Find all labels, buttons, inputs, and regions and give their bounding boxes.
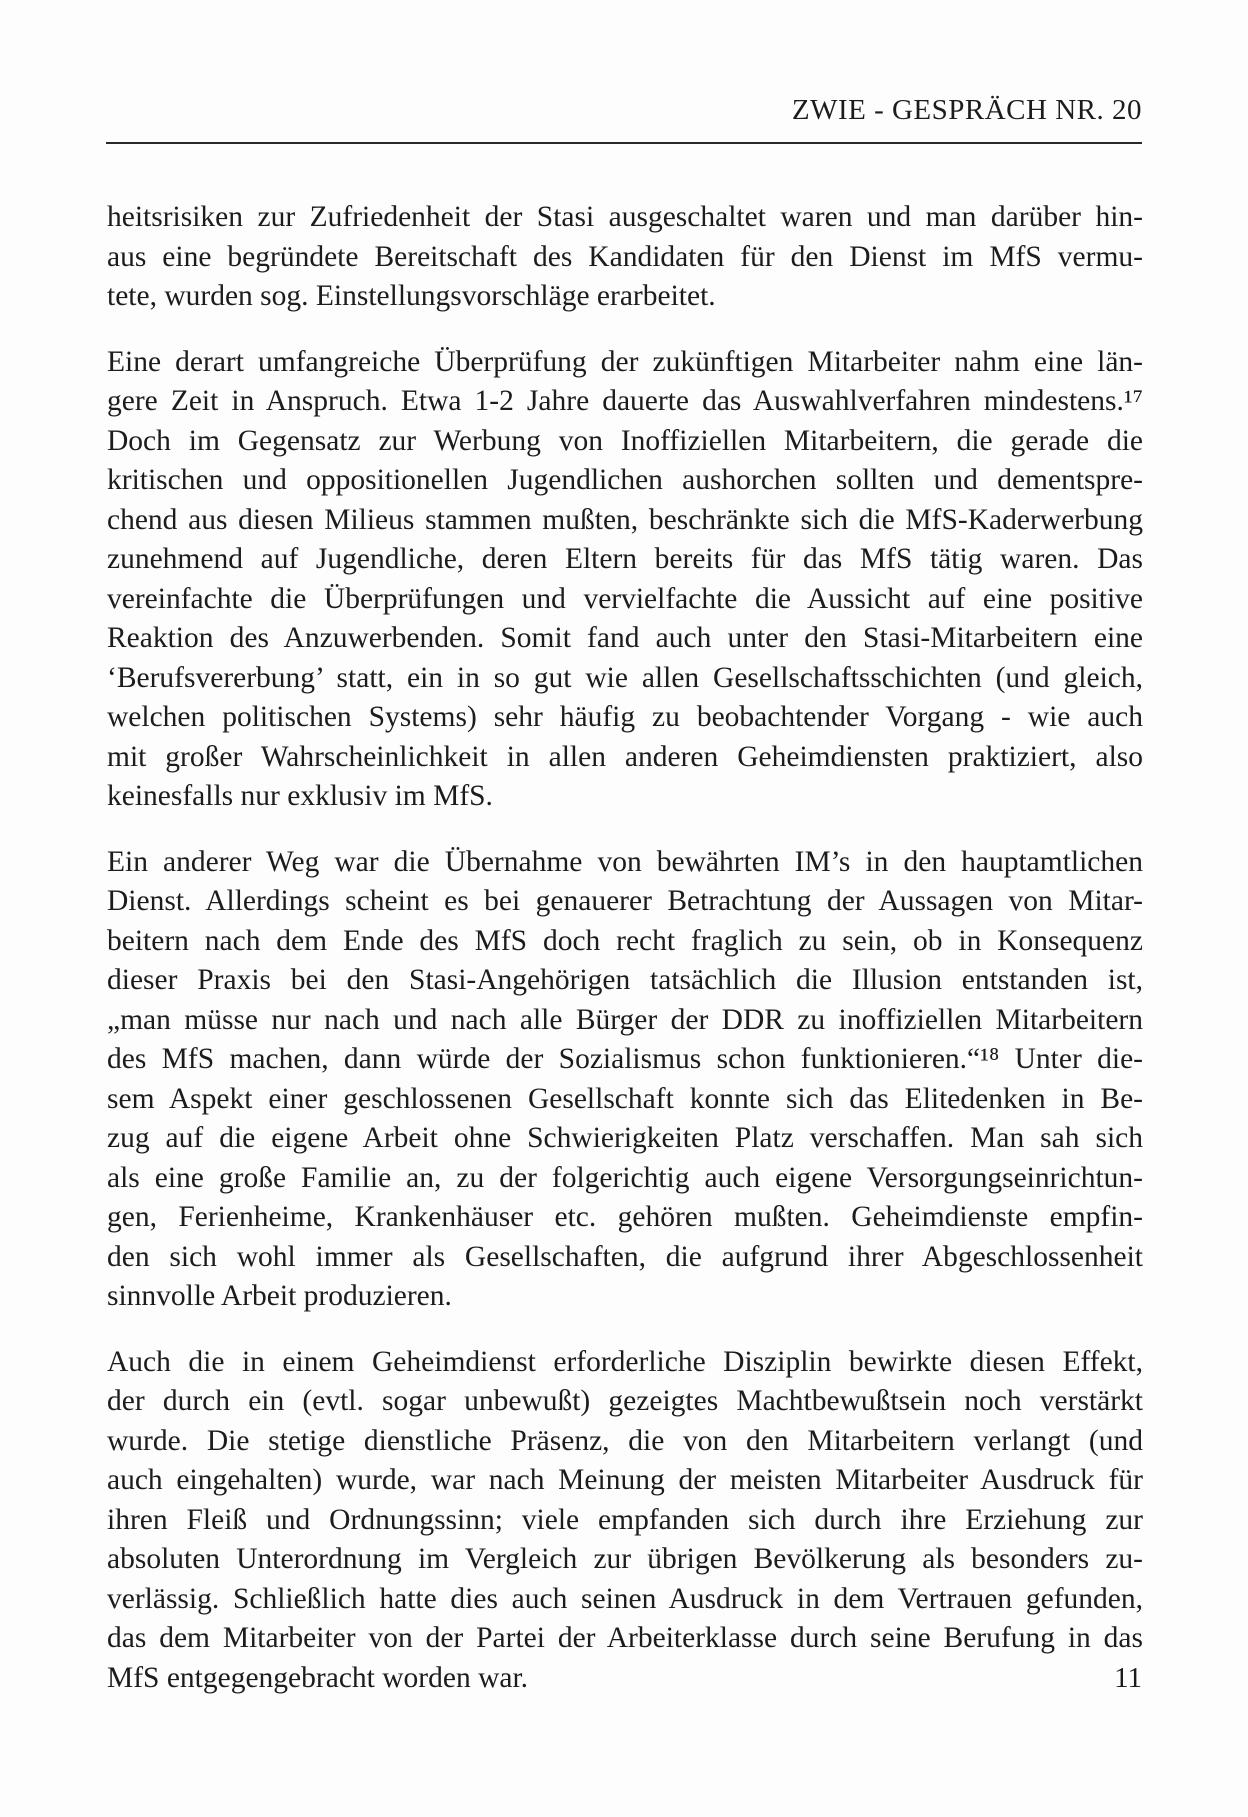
text-line: „man müsse nur nach und nach alle Bürger der DDR zu inoffiziellen Mitarbeitern	[107, 1003, 1143, 1036]
text-line: der durch ein (evtl. sogar unbewußt) gezeigtes Machtbewußtsein noch verstärkt	[107, 1385, 1143, 1417]
text-line: Doch im Gegensatz zur Werbung von Inoffiziellen Mitarbeitern, die gerade die	[107, 424, 1143, 457]
text-line: keinesfalls nur exklusiv im MfS.	[107, 780, 493, 812]
text-line: beitern nach dem Ende des MfS doch recht fraglich zu sein, ob in Konsequenz	[107, 924, 1143, 957]
text-line: den sich wohl immer als Gesellschaften, die aufgrund ihrer Abgeschlossenheit	[107, 1240, 1143, 1273]
paragraph	[107, 198, 1143, 317]
running-header	[106, 92, 1142, 144]
text-line: welchen politischen Systems) sehr häufig zu beobachtender Vorgang - wie auch	[107, 701, 1143, 733]
text-line: mit großer Wahrscheinlichkeit in allen anderen Geheimdiensten praktiziert, also	[107, 740, 1143, 773]
text-line: auch eingehalten) wurde, war nach Meinung der meisten Mitarbeiter Ausdruck für	[107, 1464, 1143, 1496]
text-line: gere Zeit in Anspruch. Etwa 1-2 Jahre dauerte das Auswahlverfahren mindestens.¹⁷	[107, 385, 1143, 417]
text-line: ihren Fleiß und Ordnungssinn; viele empfanden sich durch ihre Erziehung zur	[107, 1503, 1143, 1536]
paragraph	[107, 843, 1143, 1317]
text-line: sinnvolle Arbeit produzieren.	[107, 1280, 452, 1312]
text-line: Reaktion des Anzuwerbenden. Somit fand auch unter den Stasi-Mitarbeitern eine	[107, 622, 1143, 654]
text-line: tete, wurden sog. Einstellungsvorschläge erarbeitet.	[107, 280, 716, 312]
text-line: Eine derart umfangreiche Überprüfung der zukünftigen Mitarbeiter nahm eine län-	[107, 345, 1143, 378]
text-line: dieser Praxis bei den Stasi-Angehörigen tatsächlich die Illusion entstanden ist,	[107, 964, 1143, 996]
text-line: kritischen und oppositionellen Jugendlichen aushorchen sollten und dementspre-	[107, 464, 1143, 496]
page-number: 11	[1114, 1662, 1142, 1694]
text-line: absoluten Unterordnung im Vergleich zur übrigen Bevölkerung als besonders zu-	[107, 1543, 1143, 1575]
text-line: Ein anderer Weg war die Übernahme von bewährten IM’s in den hauptamtlichen	[107, 845, 1143, 878]
text-line: das dem Mitarbeiter von der Partei der Arbeiterklasse durch seine Berufung in das	[107, 1622, 1143, 1654]
text-line: chend aus diesen Milieus stammen mußten, beschränkte sich die MfS-Kaderwerbung	[107, 503, 1143, 536]
text-line: als eine große Familie an, zu der folgerichtig auch eigene Versorgungseinrichtun-	[107, 1161, 1143, 1194]
text-line: MfS entgegengebracht worden war.	[107, 1661, 529, 1694]
paragraph	[107, 1343, 1143, 1699]
text-line: zug auf die eigene Arbeit ohne Schwierigkeiten Platz verschaffen. Man sah sich	[107, 1122, 1143, 1154]
text-line: aus eine begründete Bereitschaft des Kandidaten für den Dienst im MfS vermu-	[107, 240, 1143, 273]
body-text	[107, 198, 1143, 1724]
text-line: sem Aspekt einer geschlossenen Gesellschaft konnte sich das Elitedenken in Be-	[107, 1082, 1143, 1115]
running-title: ZWIE - GESPRÄCH NR. 20	[791, 94, 1142, 126]
text-line: verlässig. Schließlich hatte dies auch seinen Ausdruck in dem Vertrauen gefunden,	[107, 1582, 1143, 1615]
text-line: gen, Ferienheime, Krankenhäuser etc. gehören mußten. Geheimdienste empfin-	[107, 1201, 1143, 1233]
paragraph	[107, 343, 1143, 817]
text-line: vereinfachte die Überprüfungen und vervielfachte die Aussicht auf eine positive	[107, 582, 1143, 615]
text-line: des MfS machen, dann würde der Sozialismus schon funktionieren.“¹⁸ Unter die-	[107, 1043, 1143, 1075]
text-line: zunehmend auf Jugendliche, deren Eltern bereits für das MfS tätig waren. Das	[107, 543, 1143, 575]
text-line: wurde. Die stetige dienstliche Präsenz, die von den Mitarbeitern verlangt (und	[107, 1424, 1143, 1457]
text-line: Dienst. Allerdings scheint es bei genauerer Betrachtung der Aussagen von Mitar-	[107, 885, 1143, 917]
text-line: ‘Berufsvererbung’ statt, ein in so gut wie allen Gesellschaftsschichten (und gleich,	[107, 661, 1143, 694]
text-line: heitsrisiken zur Zufriedenheit der Stasi ausgeschaltet waren und man darüber hin-	[107, 201, 1143, 233]
text-line: Auch die in einem Geheimdienst erforderliche Disziplin bewirkte diesen Effekt,	[107, 1345, 1143, 1378]
